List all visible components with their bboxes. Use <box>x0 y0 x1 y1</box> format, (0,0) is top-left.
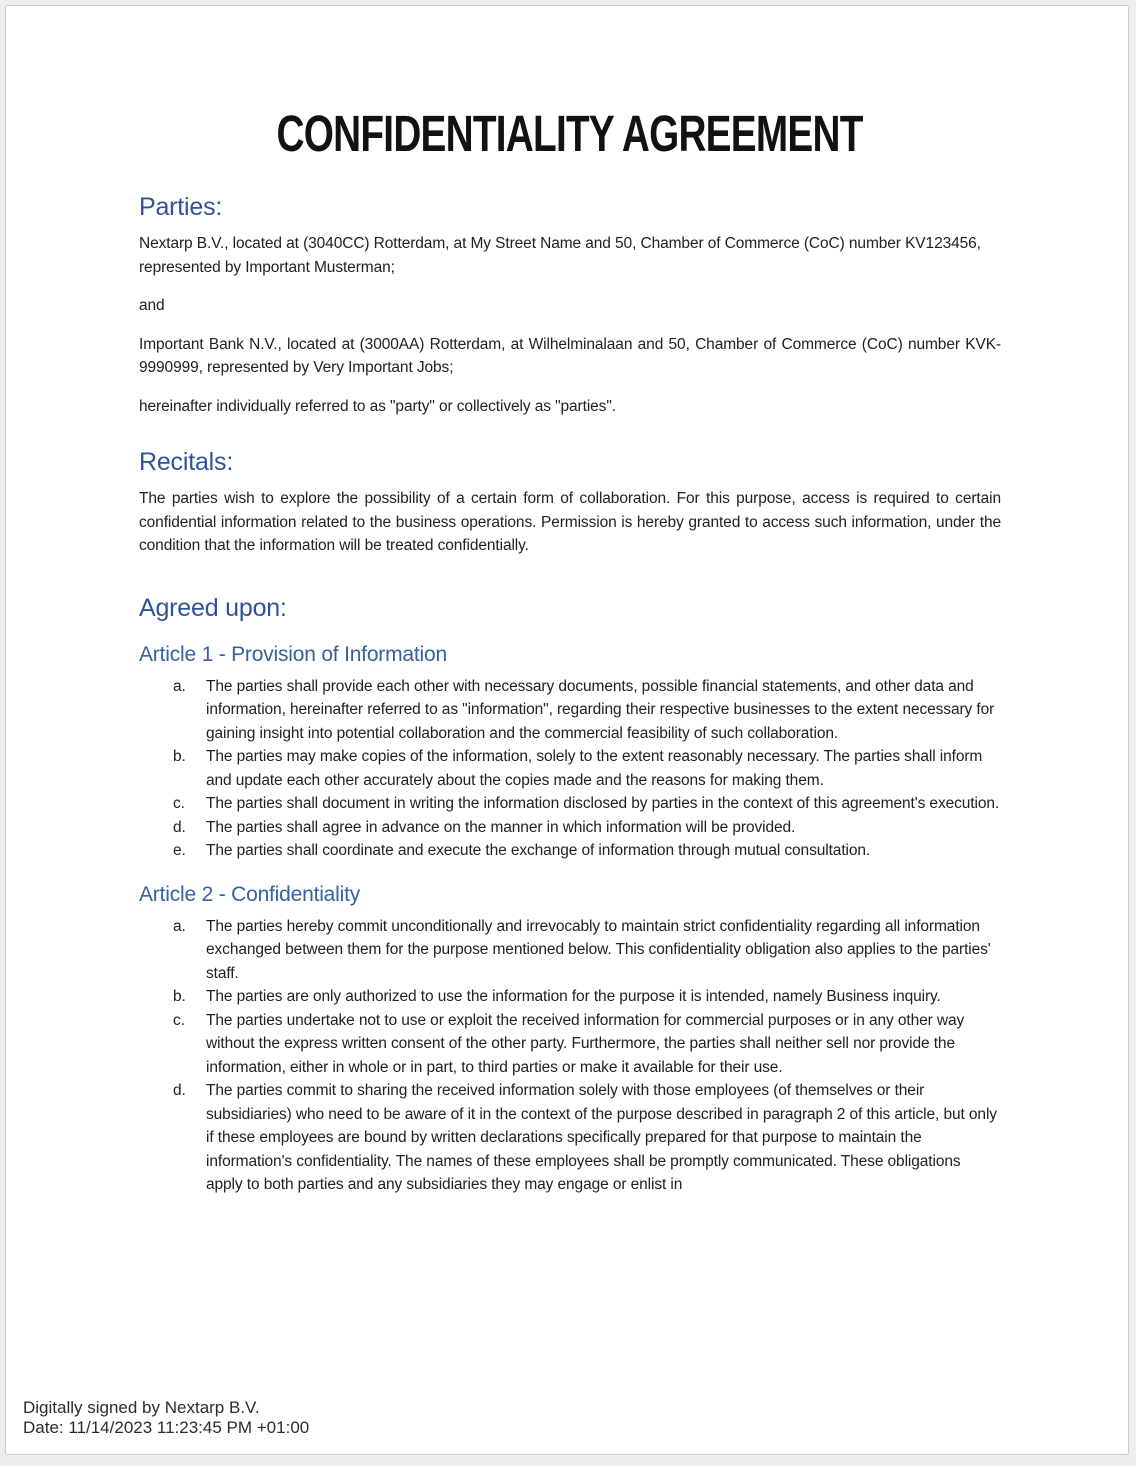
list-item <box>139 1009 1001 1080</box>
list-item-text: The parties undertake not to use or exploit the received information for commercial purposes or in any other way without the express written consent of the other party. Furthermore, the parties shall neither sell nor provide the information, either in whole or in part, to third parties or make it available for their use. <box>206 1011 965 1076</box>
list-item-marker: b. <box>173 748 186 765</box>
list-item-text: The parties shall coordinate and execute the exchange of information through mutual consultation. <box>206 842 871 859</box>
list-item-marker: c. <box>173 1011 185 1029</box>
article-1-list <box>139 675 1001 863</box>
document-content <box>6 104 1128 1197</box>
list-item <box>139 1079 1001 1197</box>
list-item-text: The parties shall document in writing the information disclosed by parties in the context of this agreement's execution. <box>206 795 1000 812</box>
list-item-text: The parties commit to sharing the received information solely with those employees (of themselves or their subsidiaries) who need to be aware of it in the context of the purpose described in paragraph 2 of this article, but only if these employees are bound by written declarations specifically prepared for that purpose to maintain the information's confidentiality. The names of these employees shall be promptly communicated. These obligations apply to both parties and any subsidiaries they may engage or enlist in <box>206 1082 997 1193</box>
article-1-heading: Article 1 - Provision of Information <box>139 642 447 666</box>
list-item <box>139 816 1001 840</box>
parties-connector: and <box>139 297 165 314</box>
party-1-paragraph: Nextarp B.V., located at (3040CC) Rotterdam, at My Street Name and 50, Chamber of Commerce (CoC) number KV123456, represented by Important Musterman; <box>139 235 981 276</box>
list-item-marker: d. <box>173 1082 186 1099</box>
signature-signer-line: Digitally signed by Nextarp B.V. <box>23 1398 260 1417</box>
list-item-marker: a. <box>173 917 186 935</box>
list-item-text: The parties shall agree in advance on the manner in which information will be provided. <box>206 818 796 836</box>
signature-date-line: Date: 11/14/2023 11:23:45 PM +01:00 <box>23 1418 310 1437</box>
list-item-marker: c. <box>173 795 185 812</box>
list-item-marker: e. <box>173 842 186 859</box>
list-item-text: The parties may make copies of the information, solely to the extent reasonably necessary. The parties shall inform and update each other accurately about the copies made and the reasons for making them. <box>206 748 983 789</box>
agreed-upon-heading: Agreed upon: <box>139 593 287 622</box>
parties-closing: hereinafter individually referred to as "party" or collectively as "parties". <box>139 397 616 415</box>
article-2-heading: Article 2 - Confidentiality <box>139 882 361 906</box>
list-item <box>139 839 1001 863</box>
list-item <box>139 745 1001 792</box>
list-item-marker: d. <box>173 818 186 836</box>
list-item-text: The parties are only authorized to use the information for the purpose it is intended, namely Business inquiry. <box>206 988 941 1005</box>
list-item-text: The parties shall provide each other with necessary documents, possible financial statements, and other data and information, hereinafter referred to as "information", regarding their respective businesses to the extent necessary for gaining insight into potential collaboration and the commercial feasibility of such collaboration. <box>206 677 995 742</box>
party-2-paragraph: Important Bank N.V., located at (3000AA) Rotterdam, at Wilhelminalaan and 50, Chamber of Commerce (CoC) number KVK-9990999, represented by Very Important Jobs; <box>139 335 1001 376</box>
digital-signature-stamp <box>23 1398 309 1438</box>
document-title-text: CONFIDENTIALITY AGREEMENT <box>276 105 864 162</box>
list-item <box>139 915 1001 986</box>
document-title <box>139 104 1001 163</box>
parties-heading: Parties: <box>139 193 223 221</box>
recitals-heading: Recitals: <box>139 448 234 476</box>
list-item-marker: a. <box>173 677 186 695</box>
article-2-list <box>139 915 1001 1197</box>
list-item <box>139 675 1001 746</box>
list-item <box>139 985 1001 1009</box>
list-item <box>139 792 1001 816</box>
list-item-text: The parties hereby commit unconditionally and irrevocably to maintain strict confidentiality regarding all information exchanged between them for the purpose mentioned below. This confidentiality obligation also applies to the parties' staff. <box>206 917 991 982</box>
recitals-paragraph: The parties wish to explore the possibility of a certain form of collaboration. For this purpose, access is required to certain confidential information related to the business operations. Permission is hereby granted to access such information, under the condition that the information will be treated confidentially. <box>139 490 1001 554</box>
document-page <box>5 5 1129 1455</box>
list-item-marker: b. <box>173 988 186 1005</box>
